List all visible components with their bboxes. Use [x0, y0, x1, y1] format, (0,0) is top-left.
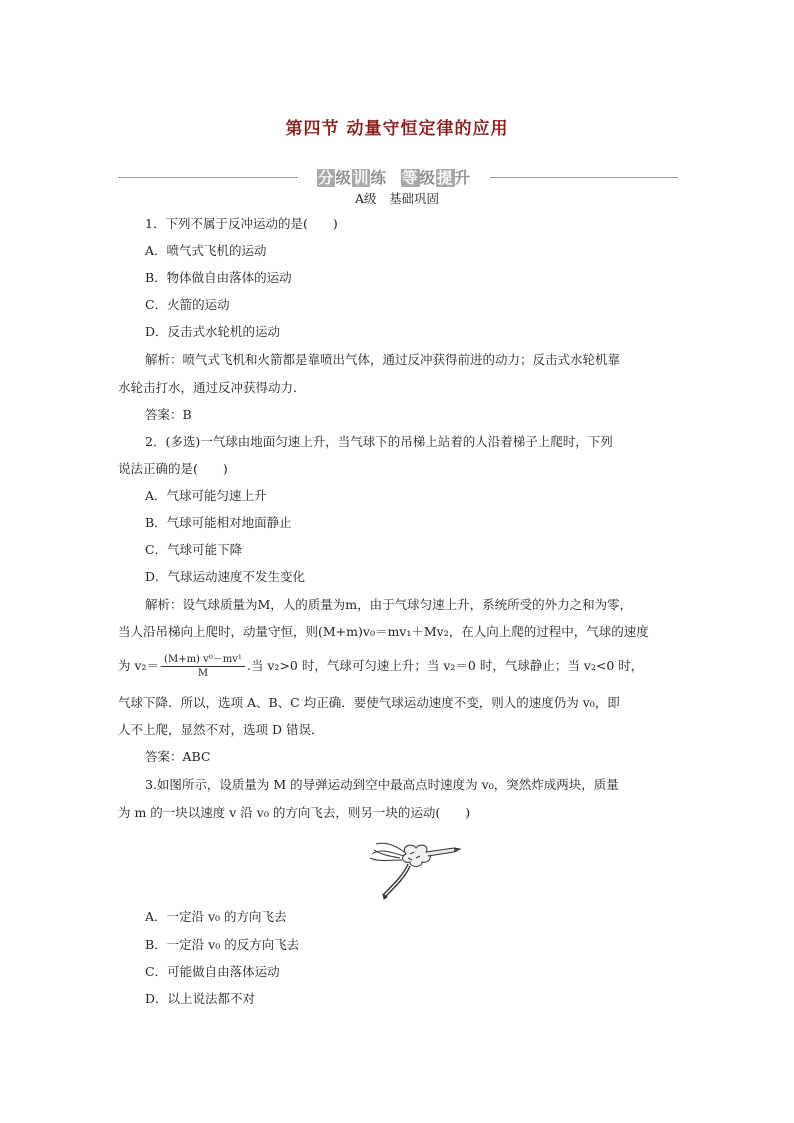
- q2-option-a: A．气球可能匀速上升: [145, 488, 267, 503]
- q1-explanation-line: 水轮击打水，通过反冲获得动力．: [118, 380, 306, 395]
- banner-char: 训: [352, 169, 370, 187]
- section-banner: [118, 166, 678, 190]
- fraction-numerator: (M+m) v⁰－mv¹: [161, 654, 245, 667]
- q2-answer: 答案：ABC: [145, 749, 211, 764]
- q2-stem-line: 2．(多选)一气球由地面匀速上升，当气球下的吊梯上站着的人沿着梯子上爬时，下列: [145, 434, 613, 449]
- q2-explanation-line: 当人沿吊梯向上爬时，动量守恒，则(M+m)v₀＝mv₁＋Mv₂，在人向上爬的过程中，气球的速度: [118, 624, 649, 639]
- q2-option-d: D．气球运动速度不发生变化: [145, 569, 306, 584]
- banner-char: 级: [419, 169, 437, 187]
- q3-option-c: C．可能做自由落体运动: [145, 964, 280, 979]
- q1-option-d: D．反击式水轮机的运动: [145, 324, 281, 339]
- banner-char: 练: [370, 169, 387, 187]
- q1-stem: 1．下列不属于反冲运动的是( ): [145, 216, 338, 231]
- banner-char: 等: [402, 169, 419, 187]
- q2-explanation-line: 气球下降．所以，选项 A、B、C 均正确．要使气球运动速度不变，则人的速度仍为 v₀，即: [118, 695, 620, 710]
- banner-char: 提: [437, 169, 454, 187]
- q2-explanation-line: 人不上爬，显然不对，选项 D 错误．: [118, 722, 324, 737]
- q1-explanation-line: 解析：喷气式飞机和火箭都是靠喷出气体，通过反冲获得前进的动力；反击式水轮机靠: [145, 352, 621, 367]
- q1-option-c: C．火箭的运动: [145, 297, 230, 312]
- q1-option-b: B．物体做自由落体的运动: [145, 270, 292, 285]
- q3-option-b: B．一定沿 v₀ 的反方向飞去: [145, 937, 300, 952]
- page-title: 第四节 动量守恒定律的应用: [285, 119, 509, 139]
- formula-suffix: .当 v₂>0 时，气球可匀速上升；当 v₂＝0 时，气球静止；当 v₂<0 时，: [246, 658, 644, 673]
- banner-text: [304, 166, 484, 188]
- banner-divider-left: [118, 177, 298, 178]
- banner-char: 级: [335, 169, 352, 187]
- q3-stem-line: 为 m 的一块以速度 v 沿 v₀ 的方向飞去，则另一块的运动( ): [118, 805, 471, 820]
- q2-option-b: B．气球可能相对地面静止: [145, 515, 292, 530]
- formula-prefix: 为 v₂＝: [118, 658, 160, 673]
- missile-explosion-figure: [350, 834, 470, 900]
- q3-stem-line: 3.如图所示，设质量为 M 的导弹运动到空中最高点时速度为 v₀，突然炸成两块，质量: [145, 777, 619, 792]
- velocity-fraction: [161, 654, 245, 679]
- q3-option-a: A．一定沿 v₀ 的方向飞去: [145, 909, 287, 924]
- q1-option-a: A．喷气式飞机的运动: [145, 243, 267, 258]
- q2-stem-line: 说法正确的是( ): [118, 461, 228, 476]
- q3-option-d: D．以上说法都不对: [145, 991, 256, 1006]
- q1-answer: 答案：B: [145, 407, 192, 422]
- banner-char: 分: [317, 169, 335, 187]
- banner-char: 升: [454, 169, 472, 187]
- banner-divider-right: [490, 177, 678, 178]
- q2-option-c: C．气球可能下降: [145, 542, 243, 557]
- level-heading: A级 基础巩固: [354, 191, 440, 206]
- q2-explanation-line: 解析：设气球质量为M，人的质量为m，由于气球匀速上升，系统所受的外力之和为零，: [145, 597, 633, 612]
- q2-explanation-formula-line: [118, 654, 643, 679]
- fraction-denominator: M: [197, 668, 209, 679]
